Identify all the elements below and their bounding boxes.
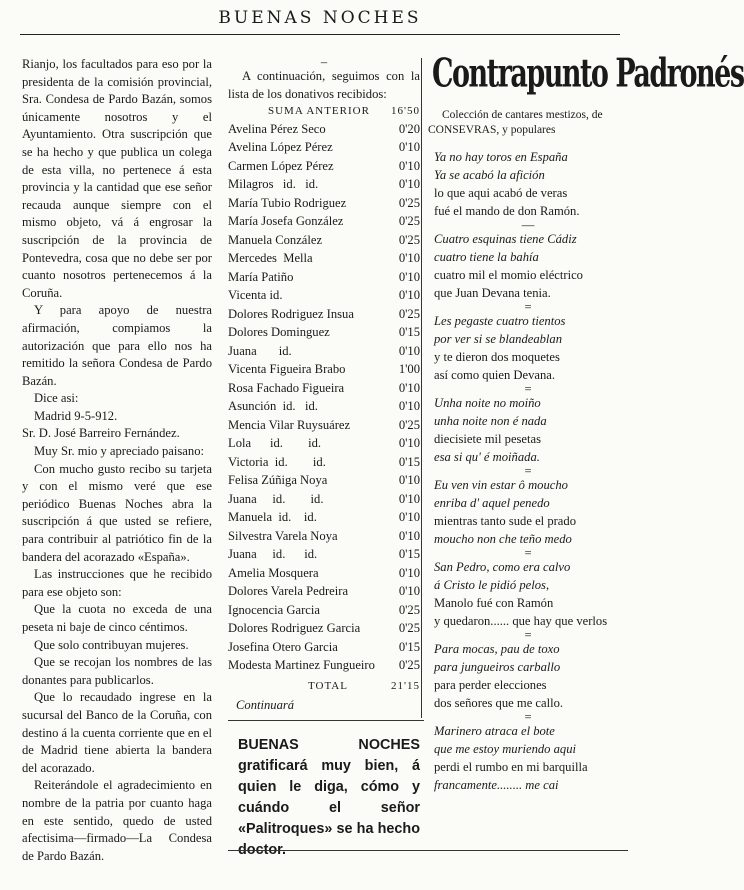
donor-name: Milagros id. id. <box>228 177 319 192</box>
donor-row <box>228 139 420 158</box>
section-subtitle: Colección de cantares mestizos, de CONSEVRAS, y populares <box>428 109 603 136</box>
donor-row <box>228 602 420 621</box>
donor-name: Manuela Conzález <box>228 232 323 247</box>
donor-row <box>228 546 420 565</box>
verse-line: Ya no hay toros en España <box>434 150 568 164</box>
verse-line: Marinero atraca el bote <box>434 724 555 738</box>
donor-name: Juana id. <box>228 343 292 358</box>
bottom-rule <box>228 850 628 851</box>
total-label: TOTAL <box>308 679 348 692</box>
donor-amount: 0'25 <box>398 417 420 432</box>
donor-amount: 0'15 <box>398 547 420 562</box>
verse-line: mientras tanto sude el prado <box>434 514 576 528</box>
donor-row <box>228 639 420 658</box>
donor-row <box>228 509 420 528</box>
verse-line: cuatro mil el momio eléctrico <box>434 268 583 282</box>
donor-amount: 0'10 <box>398 565 420 580</box>
donor-amount: 0'10 <box>398 251 420 266</box>
donor-row <box>228 583 420 602</box>
verse-line: y te dieron dos moquetes <box>434 350 560 364</box>
verse-line: esa si qu' é moiñada. <box>434 450 540 464</box>
stanza-separator: — <box>521 218 535 232</box>
verses-column <box>428 51 744 794</box>
verse-line: para jungueiros carballo <box>434 660 561 674</box>
donor-list <box>228 121 420 676</box>
donor-row <box>228 565 420 584</box>
paragraph: Rianjo, los facultados para eso por la presidenta de la comisión provincial, Sra. Condesa de Pardo Bazán, somos únicamente nosotros y el Ayuntamiento. Otra suscripción que se ha hecho y que publica un colega de esta villa, no pertenece á esta provincia y la cantidad que ese señor recauda aunque siempre con el mismo objeto, vá á engrosar la suscripción de la provincia de Pontevedra, cosa que no debe ser por cuanto nosotros pertenecemos á la Coruña. <box>22 57 212 300</box>
donor-amount: 0'10 <box>398 473 420 488</box>
donor-amount: 0'10 <box>398 510 420 525</box>
verse-line: así como quien Devana. <box>434 368 555 382</box>
masthead <box>20 8 620 35</box>
donor-name: María Tubio Rodriguez <box>228 195 347 210</box>
ad-top-rule <box>228 720 424 721</box>
newspaper-title: BUENAS NOCHES <box>218 8 422 28</box>
paragraph: Que solo contribuyan mujeres. <box>34 637 189 652</box>
donor-row <box>228 343 420 362</box>
donor-amount: 0'25 <box>398 602 420 617</box>
verse-line: Manolo fué con Ramón <box>434 596 554 610</box>
donor-amount: 0'25 <box>398 658 420 673</box>
donor-name: María Patiño <box>228 269 294 284</box>
verse-line: que Juan Devana tenia. <box>434 286 551 300</box>
donor-amount: 0'10 <box>398 177 420 192</box>
donor-amount: 0'10 <box>398 399 420 414</box>
donor-row <box>228 435 420 454</box>
verse-line: francamente........ me cai <box>434 778 559 792</box>
donations-intro: A continuación, seguimos con la lista de los donativos recibidos: <box>228 69 420 101</box>
verse-line: unha noite non é nada <box>434 414 547 428</box>
donor-row <box>228 195 420 214</box>
letter-closing: Reiterándole el agradecimiento en nombre de la patria por cuanto haga en este sentido, quedo de usted afectisima—firmado—La Condesa de Pardo Bazán. <box>22 778 212 863</box>
donor-amount: 1'00 <box>398 362 420 377</box>
paragraph: Que se recojan los nombres de las donantes para publicarlos. <box>22 655 212 687</box>
donor-row <box>228 158 420 177</box>
donor-amount: 0'25 <box>398 195 420 210</box>
donor-row <box>228 491 420 510</box>
verse-line: para perder elecciones <box>434 678 547 692</box>
section-title: Contrapunto Padronés <box>432 51 744 97</box>
verses <box>428 148 628 794</box>
donor-name: Mercedes Mella <box>228 251 313 266</box>
stanza-separator: = <box>524 382 532 396</box>
donor-amount: 0'20 <box>398 121 420 136</box>
previous-sum-row <box>228 103 420 121</box>
donor-amount: 0'10 <box>398 269 420 284</box>
donor-name: Vicenta Figueira Brabo <box>228 362 346 377</box>
donor-name: Manuela id. id. <box>228 510 317 525</box>
paragraph: Dice asi: <box>34 391 79 406</box>
donor-row <box>228 528 420 547</box>
donor-amount: 0'25 <box>398 621 420 636</box>
donor-name: Asunción id. id. <box>228 399 318 414</box>
donor-name: Avelina López Pérez <box>228 140 333 155</box>
verse-line: perdi el rumbo en mi barquilla <box>434 760 588 774</box>
donor-name: Avelina Pérez Seco <box>228 121 326 136</box>
stanza-separator: = <box>524 464 532 478</box>
donor-row <box>228 361 420 380</box>
verse-line: que me estoy muriendo aqui <box>434 742 576 756</box>
donations-column <box>228 56 420 715</box>
donor-amount: 0'15 <box>398 325 420 340</box>
donor-name: Josefina Otero Garcia <box>228 639 338 654</box>
donor-amount: 0'15 <box>398 639 420 654</box>
total-value: 21'15 <box>391 679 420 692</box>
verse-line: lo que aqui acabó de veras <box>434 186 568 200</box>
verse-line: Para mocas, pau de toxo <box>434 642 560 656</box>
donor-row <box>228 250 420 269</box>
paragraph: Y para apoyo de nuestra afirmación, compiamos la autorización que para ello nos ha remitido la señora Condesa de Pardo Bazán. <box>22 303 212 388</box>
donor-amount: 0'25 <box>398 306 420 321</box>
donor-amount: 0'10 <box>398 528 420 543</box>
donor-name: Modesta Martinez Fungueiro <box>228 658 375 673</box>
donor-amount: 0'15 <box>398 454 420 469</box>
donor-name: Vicenta id. <box>228 288 283 303</box>
letter-greeting: Muy Sr. mio y apreciado paisano: <box>34 444 204 459</box>
donor-name: Amelia Mosquera <box>228 565 319 580</box>
letter-recipient: Sr. D. José Barreiro Fernández. <box>22 426 180 441</box>
donor-row <box>228 121 420 140</box>
donor-row <box>228 269 420 288</box>
donor-row <box>228 454 420 473</box>
donor-row <box>228 287 420 306</box>
donor-amount: 0'10 <box>398 436 420 451</box>
verse-line: fué el mando de don Ramón. <box>434 204 580 218</box>
donor-name: Victoria id. id. <box>228 454 326 469</box>
donor-amount: 0'10 <box>398 343 420 358</box>
donor-name: María Josefa González <box>228 214 344 229</box>
donor-name: Juana id. id. <box>228 491 324 506</box>
continued-note: Continuará <box>236 698 295 713</box>
paragraph: Con mucho gusto recibo su tarjeta y con el mismo veré que ese periódico Buenas Noches abra la suscripción á que usted se refiere, para contribuir al patriótico fin de la bandera del acorazado «España». <box>22 461 212 564</box>
verse-line: cuatro tiene la bahía <box>434 250 539 264</box>
column-divider <box>421 58 422 718</box>
donor-name: Dolores Rodriguez Garcia <box>228 621 361 636</box>
donor-row <box>228 176 420 195</box>
donor-name: Mencia Vilar Ruysuárez <box>228 417 351 432</box>
donor-name: Dolores Varela Pedreira <box>228 584 349 599</box>
header-rule <box>20 34 620 35</box>
donor-row <box>228 213 420 232</box>
donor-row <box>228 417 420 436</box>
verse-line: moucho non che teño medo <box>434 532 572 546</box>
donor-amount: 0'10 <box>398 380 420 395</box>
donor-amount: 0'10 <box>398 491 420 506</box>
sum-label: SUMA ANTERIOR <box>268 105 370 118</box>
donor-name: Juana id. id. <box>228 547 318 562</box>
verse-line: diecisiete mil pesetas <box>434 432 542 446</box>
letter-date: Madrid 9-5-912. <box>34 408 118 423</box>
donor-name: Dolores Rodriguez Insua <box>228 306 354 321</box>
donor-row <box>228 380 420 399</box>
donor-row <box>228 398 420 417</box>
donor-amount: 0'10 <box>398 158 420 173</box>
donor-name: Ignocencia Garcia <box>228 602 320 617</box>
donor-amount: 0'25 <box>398 232 420 247</box>
donor-row <box>228 620 420 639</box>
separator-dash: – <box>320 55 328 69</box>
total-row <box>228 678 420 696</box>
verse-line: Eu ven vin estar ô moucho <box>434 478 568 492</box>
advertisement: BUENAS NOCHES gratificará muy bien, á quien le diga, cómo y cuándo el señor «Palitroques» se ha hecho doctor. <box>238 737 420 858</box>
verse-line: Cuatro esquinas tiene Cádiz <box>434 232 577 246</box>
donor-name: Rosa Fachado Figueira <box>228 380 345 395</box>
verse-line: Les pegaste cuatro tientos <box>434 314 566 328</box>
stanza-separator: = <box>524 300 532 314</box>
verse-line: Unha noite no moiño <box>434 396 541 410</box>
donor-name: Lola id. id. <box>228 436 322 451</box>
donor-amount: 0'10 <box>398 288 420 303</box>
donor-name: Dolores Dominguez <box>228 325 330 340</box>
stanza-separator: = <box>524 546 532 560</box>
verse-line: Ya se acabó la afición <box>434 168 545 182</box>
verse-line: á Cristo le pidió pelos, <box>434 578 550 592</box>
donor-row <box>228 324 420 343</box>
paragraph: Las instrucciones que he recibido para ese objeto son: <box>22 567 212 599</box>
donor-row <box>228 306 420 325</box>
stanza-separator: = <box>524 628 532 642</box>
verse-line: dos señores que me callo. <box>434 696 564 710</box>
donor-row <box>228 232 420 251</box>
verse-line: por ver si se blandeablan <box>434 332 563 346</box>
donor-row <box>228 472 420 491</box>
letter-column <box>22 56 212 865</box>
donor-amount: 0'25 <box>398 214 420 229</box>
donor-row <box>228 657 420 676</box>
donor-name: Silvestra Varela Noya <box>228 528 338 543</box>
verse-line: y quedaron...... que hay que verlos <box>434 614 608 628</box>
donor-amount: 0'10 <box>398 584 420 599</box>
paragraph: Que lo recaudado ingrese en la sucursal del Banco de la Coruña, con destino á la cuenta corriente que en el de Madrid tiene abierta la bandera del acorazado. <box>22 690 212 775</box>
sum-value: 16'50 <box>391 105 420 118</box>
stanza-separator: = <box>524 710 532 724</box>
donor-name: Carmen López Pérez <box>228 158 334 173</box>
verse-line: San Pedro, como era calvo <box>434 560 571 574</box>
donor-name: Felisa Zúñiga Noya <box>228 473 328 488</box>
paragraph: Que la cuota no exceda de una peseta ni baje de cinco céntimos. <box>22 602 212 634</box>
donor-amount: 0'10 <box>398 140 420 155</box>
verse-line: enriba d' aquel penedo <box>434 496 550 510</box>
